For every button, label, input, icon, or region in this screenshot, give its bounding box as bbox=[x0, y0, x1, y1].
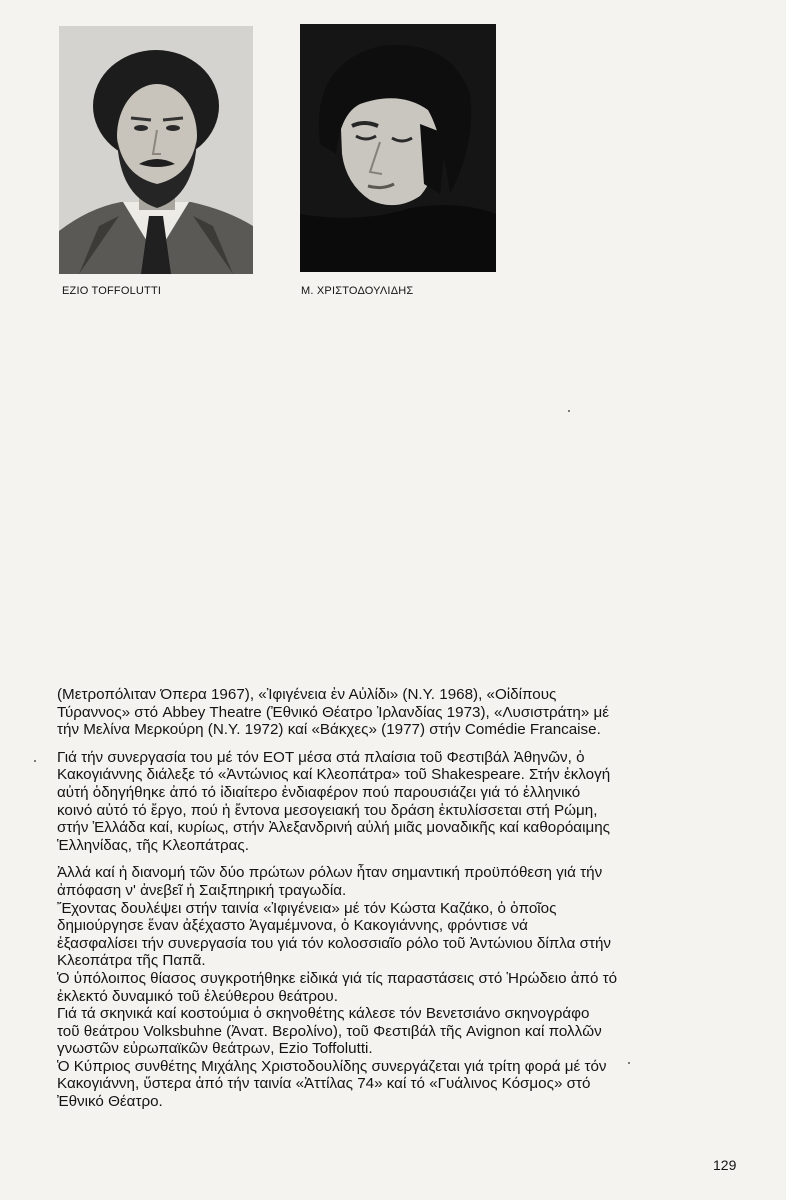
print-speck bbox=[568, 410, 570, 412]
text-line: ἐξασφαλίσει τήν συνεργασία του γιά τόν κολοσσιαῖο ρόλο τοῦ Ἀντώνιου δίπλα στήν bbox=[57, 934, 611, 952]
text-line: Κακογιάννη, ὕστερα ἀπό τήν ταινία «Ἀττίλας 74» καί τό «Γυάλινος Κόσμος» στό bbox=[57, 1075, 591, 1093]
text-line: ἀπόφαση ν' ἀνεβεῖ ἡ Σαιξπηρική τραγωδία. bbox=[57, 881, 347, 899]
text-line: Γιά τήν συνεργασία του μέ τόν ΕΟΤ μέσα στά πλαίσια τοῦ Φεστιβάλ Ἀθηνῶν, ὁ bbox=[57, 748, 585, 766]
print-speck bbox=[34, 760, 36, 762]
text-line: ἐκλεκτό δυναμικό τοῦ ἐλεύθερου θεάτρου. bbox=[57, 987, 338, 1005]
text-line: (Μετροπόλιταν Όπερα 1967), «Ἰφιγένεια ἐν Αὐλίδι» (Ν.Υ. 1968), «Οἰδίπους bbox=[57, 686, 557, 703]
text-line: Ὁ ὑπόλοιπος θίασος συγκροτήθηκε εἰδικά γιά τίς παραστάσεις στό Ἡρώδειο ἀπό τό bbox=[57, 969, 618, 987]
text-line: Ἔχοντας δουλέψει στήν ταινία «Ἰφιγένεια» μέ τόν Κώστα Καζάκο, ὁ ὁποῖος bbox=[57, 899, 557, 917]
page-number: 129 bbox=[713, 1157, 737, 1173]
text-line: γνωστῶν εὐρωπαϊκῶν θεάτρων, Ezio Toffolutti. bbox=[57, 1040, 373, 1058]
paragraph bbox=[57, 864, 729, 1110]
text-line: Τύραννος» στό Abbey Theatre (Ἐθνικό Θέατρο Ἰρλανδίας 1973), «Λυσιστράτη» μέ bbox=[57, 703, 610, 721]
photo-caption: Μ. ΧΡΙΣΤΟΔΟΥΛΙΔΗΣ bbox=[301, 285, 414, 297]
text-line: Ἑλληνίδας, τῆς Κλεοπάτρας. bbox=[57, 836, 249, 854]
text-line: αὐτή ὁδηγήθηκε ἀπό τό ἰδιαίτερο ἐνδιαφέρον πού παρουσιάζει γιά τό ἑλληνικό bbox=[57, 783, 581, 801]
text-line: στήν Ἑλλάδα καί, κυρίως, στήν Ἀλεξανδρινή αὐλή μιᾶς μοναδικῆς καί καθορόαιμης bbox=[57, 819, 610, 837]
text-line: Ἐθνικό Θέατρο. bbox=[57, 1093, 163, 1111]
photo-caption: EZIO TOFFOLUTTI bbox=[62, 285, 162, 297]
paragraph bbox=[57, 686, 729, 739]
text-line: Ἀλλά καί ἡ διανομή τῶν δύο πρώτων ρόλων ἦταν σημαντική προϋπόθεση γιά τήν bbox=[57, 864, 603, 882]
text-line: Γιά τά σκηνικά καί κοστούμια ὁ σκηνοθέτης κάλεσε τόν Βενετσιάνο σκηνογράφο bbox=[57, 1005, 590, 1023]
paragraph bbox=[57, 749, 729, 855]
text-line: Ὁ Κύπριος συνθέτης Μιχάλης Χριστοδουλίδης συνεργάζεται γιά τρίτη φορά μέ τόν bbox=[57, 1057, 607, 1075]
portrait-illustration bbox=[59, 26, 253, 274]
text-line: κοινό αὐτό τό ἔργο, πού ἡ ἔντονα μεσογειακή του δράση ἐκτυλίσσεται στή Ρώμη, bbox=[57, 801, 598, 819]
text-line: τοῦ θεάτρου Volksbuhne (Ἀνατ. Βερολίνο), τοῦ Φεστιβάλ τῆς Avignon καί πολλῶν bbox=[57, 1022, 602, 1040]
photo-ezio-toffolutti bbox=[59, 26, 253, 274]
body-text bbox=[57, 686, 729, 1121]
text-line: Κλεοπάτρα τῆς Παπᾶ. bbox=[57, 952, 206, 970]
text-line: τήν Μελίνα Μερκούρη (Ν.Υ. 1972) καί «Βάκχες» (1977) στήν Comédie Francaise. bbox=[57, 721, 601, 739]
text-line: Κακογιάννης διάλεξε τό «Ἀντώνιος καί Κλεοπάτρα» τοῦ Shakespeare. Στήν ἐκλογή bbox=[57, 766, 611, 784]
photo-christodoulidis bbox=[300, 24, 496, 272]
portrait-illustration bbox=[300, 24, 496, 272]
text-line: δημιούργησε ἕναν ἀξέχαστο Ἀγαμέμνονα, ὁ Κακογιάννης, φρόντισε νά bbox=[57, 917, 528, 935]
